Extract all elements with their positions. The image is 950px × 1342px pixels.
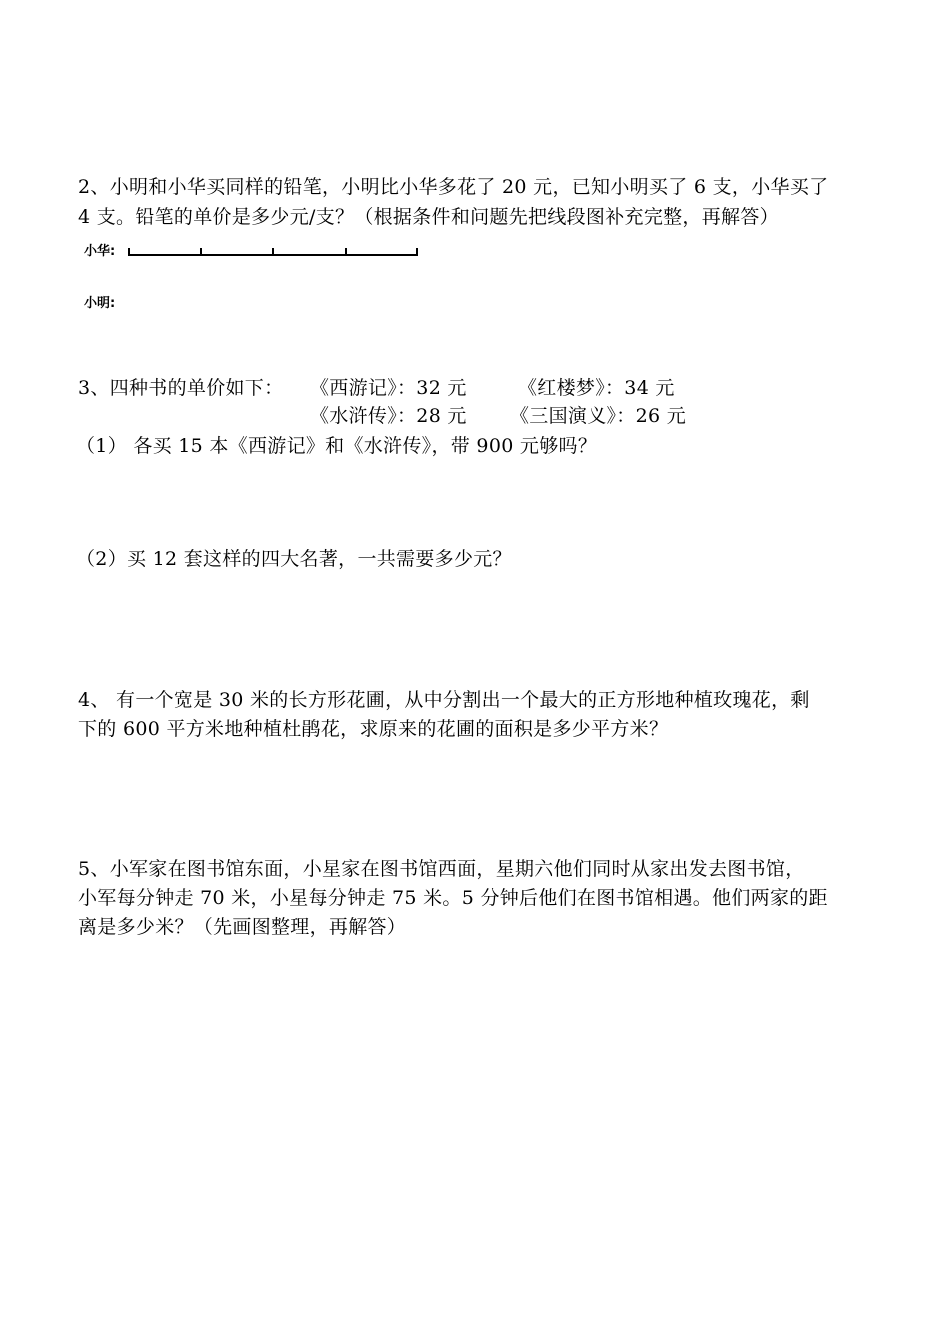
q3-sub-question-1: （1） 各买 15 本《西游记》和《水浒传》，带 900 元够吗？ — [76, 435, 598, 457]
q3-book-shuihuzhuan: 《水浒传》：28 元 — [310, 405, 467, 427]
q5-line-3: 离是多少米？（先画图整理，再解答） — [78, 916, 407, 938]
q4-line-1: 4、 有一个宽是 30 米的长方形花圃，从中分割出一个最大的正方形地种植玫瑰花，剩 — [78, 689, 810, 711]
xiaoming-label: 小明: — [84, 296, 116, 311]
q2-line-1: 2、小明和小华买同样的铅笔，小明比小华多花了 20 元，已知小明买了 6 支，小华买了 — [78, 176, 829, 198]
q5-line-2: 小军每分钟走 70 米，小星每分钟走 75 米。5 分钟后他们在图书馆相遇。他们两家的距 — [78, 887, 828, 909]
q3-sub-question-2: （2）买 12 套这样的四大名著，一共需要多少元？ — [76, 548, 512, 570]
q3-book-hongloumeng: 《红楼梦》：34 元 — [518, 377, 675, 399]
q3-book-sanguoyanyi: 《三国演义》：26 元 — [510, 405, 687, 427]
segment-tick-4 — [416, 248, 418, 254]
xiaohua-segment-line — [128, 254, 418, 256]
q2-line-2: 4 支。铅笔的单价是多少元/支？（根据条件和问题先把线段图补充完整，再解答） — [78, 206, 779, 228]
segment-tick-2 — [272, 248, 274, 254]
segment-tick-3 — [345, 248, 347, 254]
q4-line-2: 下的 600 平方米地种植杜鹃花，求原来的花圃的面积是多少平方米？ — [78, 718, 669, 740]
q5-line-1: 5、小军家在图书馆东面，小星家在图书馆西面，星期六他们同时从家出发去图书馆， — [78, 858, 805, 880]
q3-book-xiyouji: 《西游记》：32 元 — [310, 377, 467, 399]
segment-tick-1 — [200, 248, 202, 254]
xiaohua-label: 小华: — [84, 244, 116, 259]
q3-line-1-prefix: 3、四种书的单价如下： — [78, 377, 284, 399]
segment-tick-0 — [128, 248, 130, 254]
